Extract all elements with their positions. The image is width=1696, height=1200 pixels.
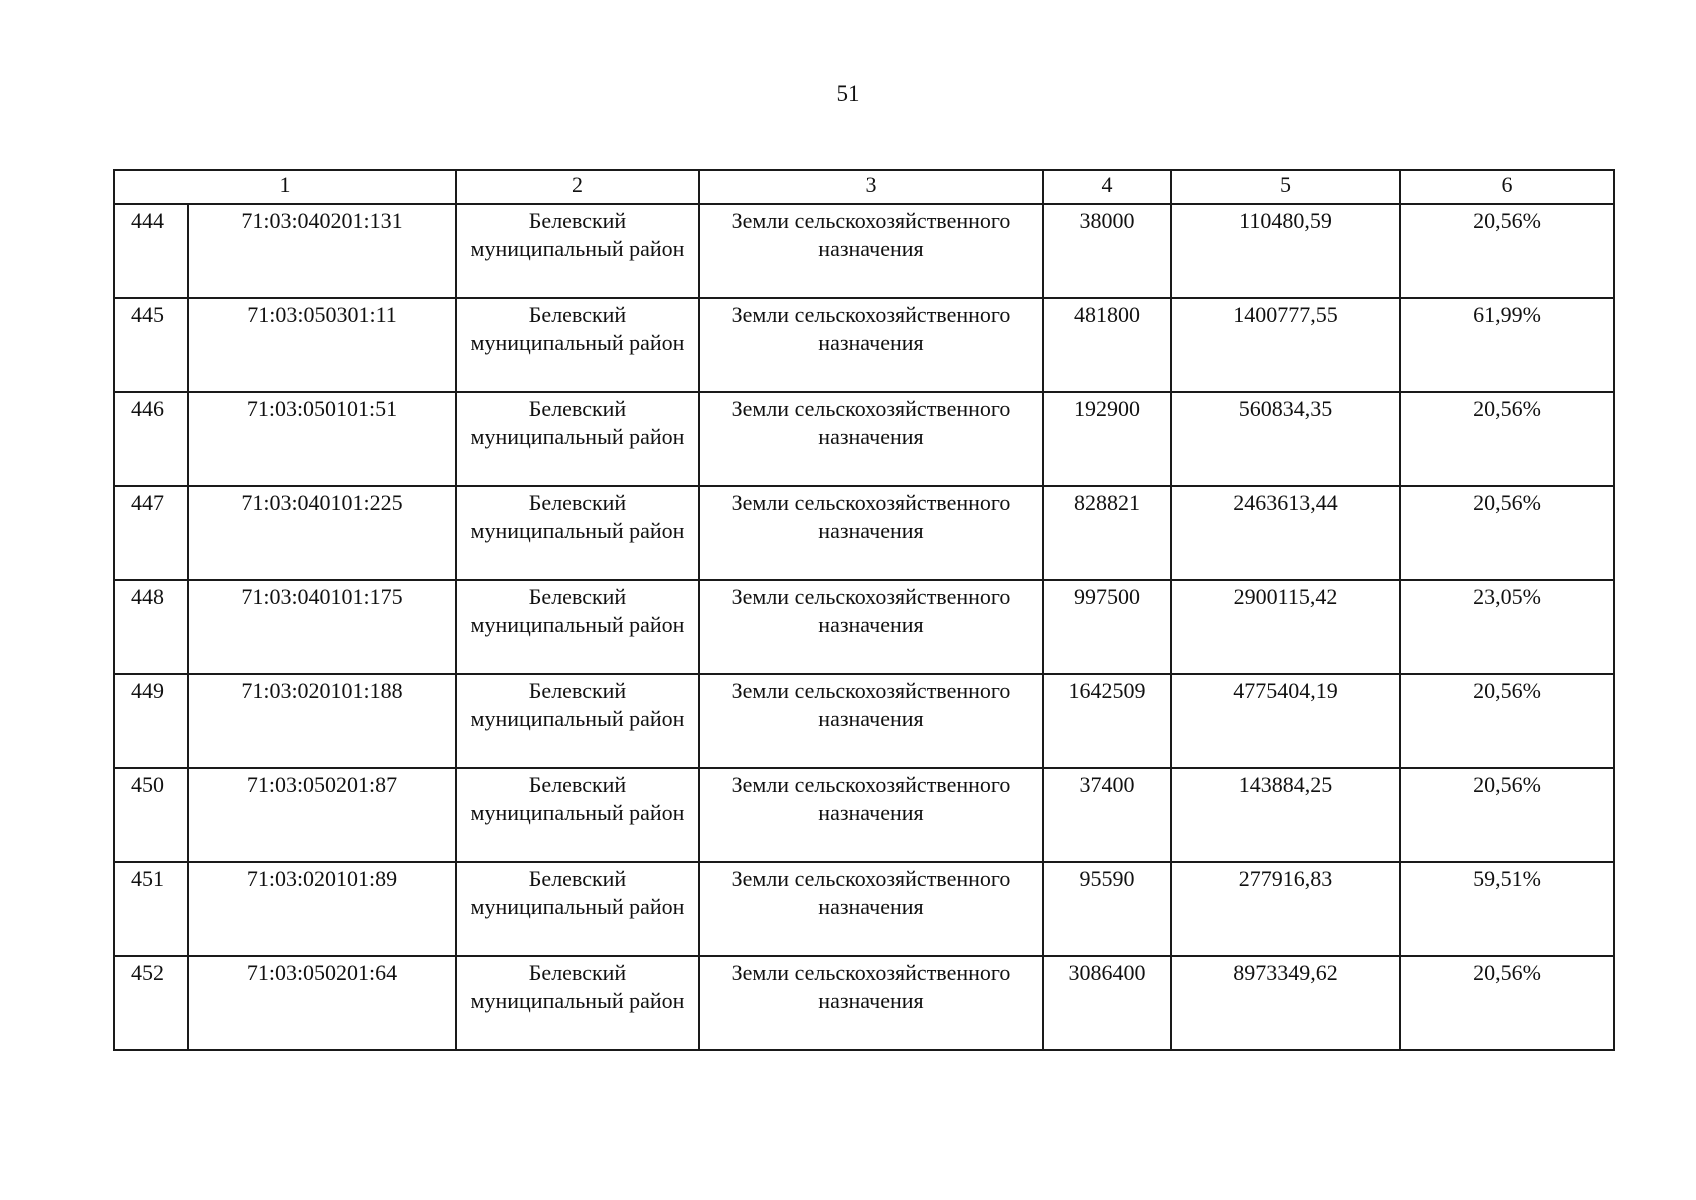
- table-row: [114, 768, 1614, 862]
- percent-cell: 20,56%: [1400, 768, 1614, 862]
- table-row: [114, 486, 1614, 580]
- land-category-cell: Земли сельскохозяйственного назначения: [699, 956, 1043, 1050]
- row-number-cell: 445: [114, 298, 188, 392]
- cadastral-value-cell: 277916,83: [1171, 862, 1400, 956]
- district-cell: Белевский муниципальный район: [456, 768, 699, 862]
- land-category-cell: Земли сельскохозяйственного назначения: [699, 862, 1043, 956]
- percent-cell: 20,56%: [1400, 486, 1614, 580]
- land-category-cell: Земли сельскохозяйственного назначения: [699, 486, 1043, 580]
- percent-cell: 20,56%: [1400, 204, 1614, 298]
- cadastral-number-cell: 71:03:050301:11: [188, 298, 456, 392]
- table-row: [114, 204, 1614, 298]
- page-number: 51: [836, 81, 860, 106]
- percent-cell: 20,56%: [1400, 674, 1614, 768]
- row-number-cell: 452: [114, 956, 188, 1050]
- percent-cell: 59,51%: [1400, 862, 1614, 956]
- cadastral-value-cell: 1400777,55: [1171, 298, 1400, 392]
- cadastral-number-cell: 71:03:020101:89: [188, 862, 456, 956]
- column-header: 5: [1171, 170, 1400, 204]
- table-body: [114, 204, 1614, 1050]
- cadastral-value-cell: 110480,59: [1171, 204, 1400, 298]
- land-category-cell: Земли сельскохозяйственного назначения: [699, 204, 1043, 298]
- cadastral-value-cell: 2900115,42: [1171, 580, 1400, 674]
- table-row: [114, 956, 1614, 1050]
- district-cell: Белевский муниципальный район: [456, 956, 699, 1050]
- table-row: [114, 674, 1614, 768]
- table-row: [114, 298, 1614, 392]
- percent-cell: 61,99%: [1400, 298, 1614, 392]
- percent-cell: 23,05%: [1400, 580, 1614, 674]
- column-header: 1: [114, 170, 456, 204]
- district-cell: Белевский муниципальный район: [456, 392, 699, 486]
- column-header: 6: [1400, 170, 1614, 204]
- area-cell: 192900: [1043, 392, 1171, 486]
- area-cell: 828821: [1043, 486, 1171, 580]
- table-row: [114, 392, 1614, 486]
- cadastral-number-cell: 71:03:050201:87: [188, 768, 456, 862]
- land-plots-table: [113, 169, 1615, 1051]
- row-number-cell: 447: [114, 486, 188, 580]
- cadastral-value-cell: 2463613,44: [1171, 486, 1400, 580]
- cadastral-number-cell: 71:03:050201:64: [188, 956, 456, 1050]
- cadastral-number-cell: 71:03:020101:188: [188, 674, 456, 768]
- district-cell: Белевский муниципальный район: [456, 298, 699, 392]
- table-row: [114, 580, 1614, 674]
- row-number-cell: 449: [114, 674, 188, 768]
- column-header: 2: [456, 170, 699, 204]
- land-category-cell: Земли сельскохозяйственного назначения: [699, 674, 1043, 768]
- area-cell: 1642509: [1043, 674, 1171, 768]
- percent-cell: 20,56%: [1400, 392, 1614, 486]
- cadastral-number-cell: 71:03:040101:225: [188, 486, 456, 580]
- land-category-cell: Земли сельскохозяйственного назначения: [699, 392, 1043, 486]
- area-cell: 997500: [1043, 580, 1171, 674]
- district-cell: Белевский муниципальный район: [456, 204, 699, 298]
- district-cell: Белевский муниципальный район: [456, 580, 699, 674]
- district-cell: Белевский муниципальный район: [456, 486, 699, 580]
- area-cell: 95590: [1043, 862, 1171, 956]
- district-cell: Белевский муниципальный район: [456, 674, 699, 768]
- percent-cell: 20,56%: [1400, 956, 1614, 1050]
- cadastral-number-cell: 71:03:040201:131: [188, 204, 456, 298]
- cadastral-number-cell: 71:03:050101:51: [188, 392, 456, 486]
- row-number-cell: 444: [114, 204, 188, 298]
- cadastral-value-cell: 8973349,62: [1171, 956, 1400, 1050]
- row-number-cell: 451: [114, 862, 188, 956]
- table-header-row: [114, 170, 1614, 204]
- row-number-cell: 446: [114, 392, 188, 486]
- area-cell: 37400: [1043, 768, 1171, 862]
- land-category-cell: Земли сельскохозяйственного назначения: [699, 580, 1043, 674]
- cadastral-number-cell: 71:03:040101:175: [188, 580, 456, 674]
- row-number-cell: 448: [114, 580, 188, 674]
- table-row: [114, 862, 1614, 956]
- land-category-cell: Земли сельскохозяйственного назначения: [699, 298, 1043, 392]
- cadastral-value-cell: 143884,25: [1171, 768, 1400, 862]
- column-header: 4: [1043, 170, 1171, 204]
- cadastral-value-cell: 560834,35: [1171, 392, 1400, 486]
- land-category-cell: Земли сельскохозяйственного назначения: [699, 768, 1043, 862]
- column-header: 3: [699, 170, 1043, 204]
- area-cell: 481800: [1043, 298, 1171, 392]
- cadastral-value-cell: 4775404,19: [1171, 674, 1400, 768]
- area-cell: 38000: [1043, 204, 1171, 298]
- district-cell: Белевский муниципальный район: [456, 862, 699, 956]
- row-number-cell: 450: [114, 768, 188, 862]
- area-cell: 3086400: [1043, 956, 1171, 1050]
